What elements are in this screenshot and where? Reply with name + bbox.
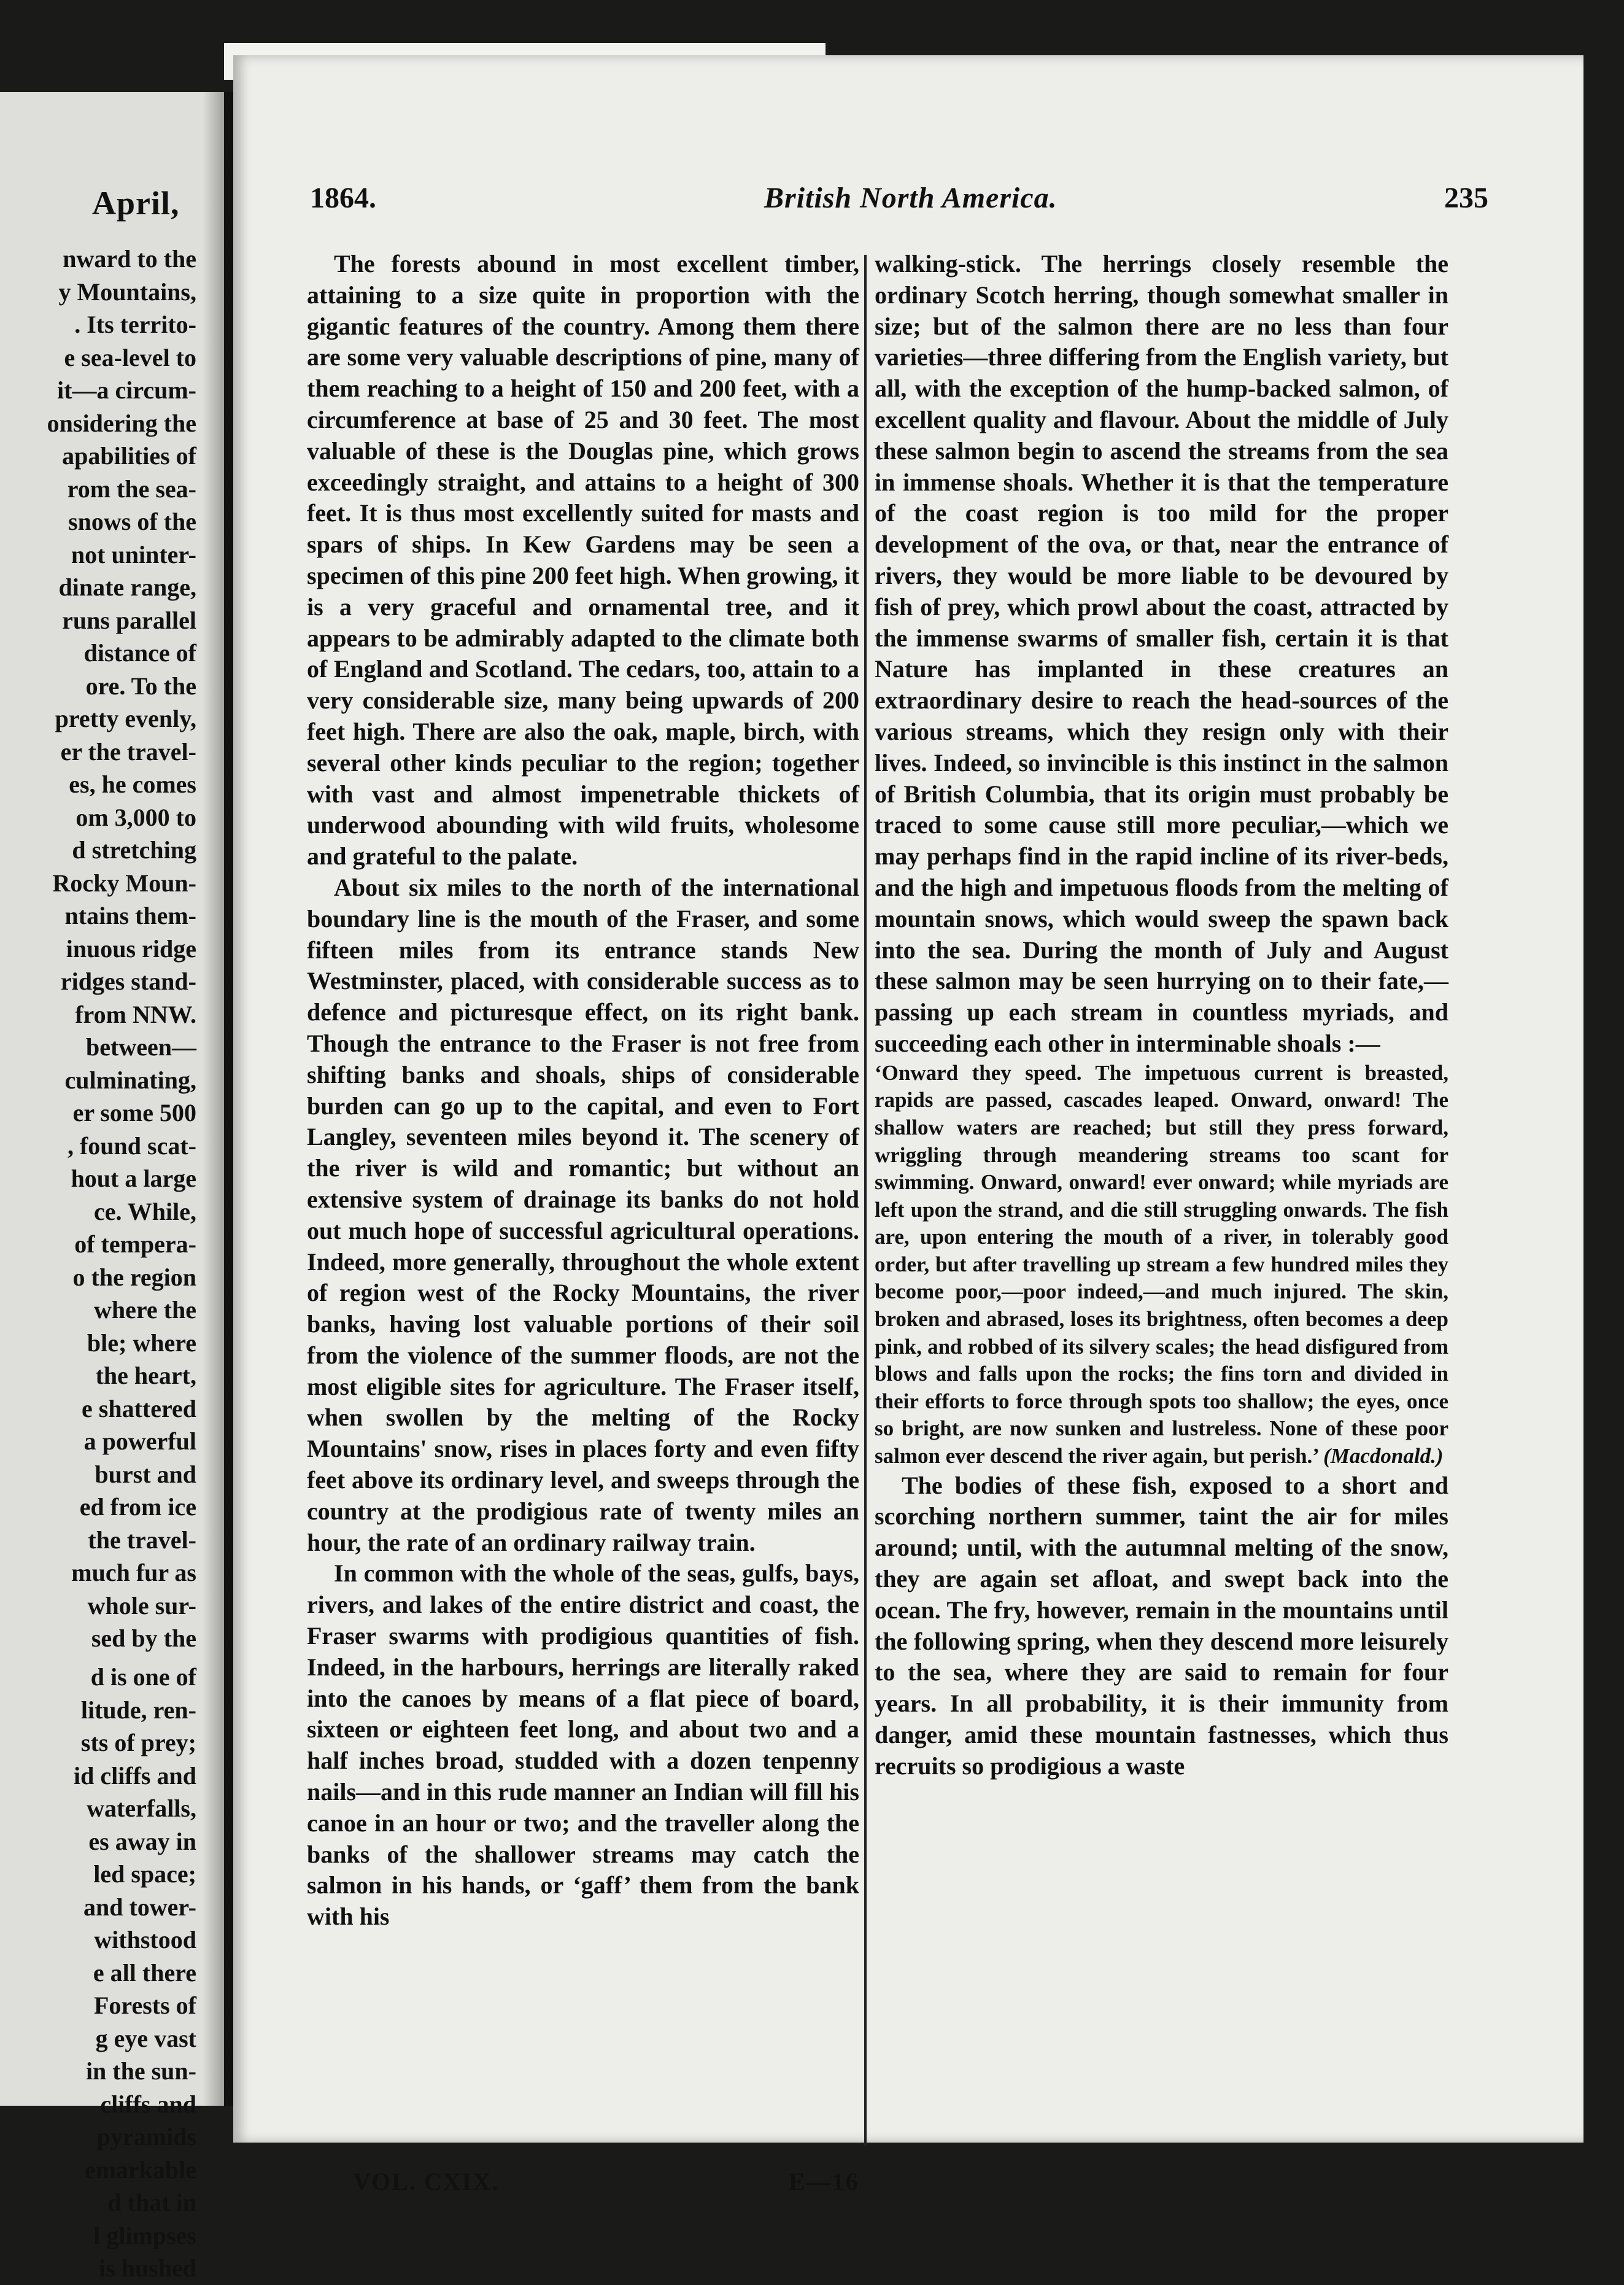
left-page-line: in the sun- (85, 2057, 196, 2085)
left-page-line: ridges stand- (60, 968, 196, 995)
left-page-line: g eye vast (95, 2024, 196, 2052)
paragraph-forests: The forests abound in most excellent timber, attaining to a size quite in proportion with the gigantic features of the country. Among them there are some very valuable descriptions of pine, many of them reaching to a height of 150 and 200 feet, with a circumference at base of 25 and 30 feet. The most valuable of these is the Douglas pine, which grows exceedingly straight, and attains to a height of 300 feet. It is thus most excellently suited for masts and spars of ships. In Kew Gardens may be seen a specimen of this pine 200 feet high. When growing, it is a very graceful and ornamental tree, and it appears to be admirably adapted to the climate both of England and Scotland. The cedars, too, attain to a very considerable size, many being upwards of 200 feet high. There are also the oak, maple, birch, with several other kinds peculiar to the region; together with vast and almost impenetrable thickets of underwood abounding with wild fruits, wholesome and grateful to the palate. (307, 250, 859, 871)
left-page-line: the travel- (88, 1526, 196, 1554)
left-page-line: o the region (72, 1263, 196, 1291)
left-page-line: e all there (93, 1958, 196, 1987)
left-page-line: runs parallel (62, 606, 196, 634)
running-header (310, 181, 1488, 230)
column-divider (864, 255, 867, 2146)
left-page-line: ble; where (87, 1329, 196, 1357)
footer-signature: E—16 (789, 2168, 859, 2195)
left-page-line: inuous ridge (66, 934, 196, 963)
left-page-line: and tower- (83, 1893, 196, 1921)
left-page-line: cliffs and (100, 2090, 196, 2118)
paragraph-bodies: The bodies of these fish, exposed to a short and scorching northern summer, taint the air for miles around; until, with the autumnal melting of the snow, they are again set afloat, and swept back into the ocean. The fry, however, remain in the mountains until the following spring, when they descend more leisurely to the sea, where they are said to remain for four years. In all probability, it is their immunity from danger, amid these mountain fastnesses, which thus recruits so prodigious a waste (875, 1471, 1448, 1780)
left-page-line: e shattered (82, 1394, 196, 1422)
left-page-line: distance of (83, 639, 196, 667)
paragraph-fish: In common with the whole of the seas, gulfs, bays, rivers, and lakes of the entire district and coast, the Fraser swarms with prodigious quantities of fish. Indeed, in the harbours, herrings are literally raked into the canoes by means of a flat piece of board, sixteen or eighteen feet long, and about two and a half inches broad, studded with a dozen tenpenny nails—and in this rude manner an Indian will fill his canoe in an hour or two; and the traveller along the banks of the shallower streams may catch the salmon in his hands, or ‘gaff’ them from the bank with his (307, 1559, 859, 1931)
left-page-line: Rocky Moun- (52, 869, 196, 897)
left-page-line: whole sur- (87, 1591, 196, 1620)
block-quote (875, 1060, 1448, 1470)
left-page-line: a powerful (83, 1427, 196, 1455)
left-page-line: dinate range, (58, 573, 196, 601)
page-number: 235 (1444, 182, 1488, 214)
header-year: 1864. (310, 182, 376, 214)
left-page-line: not uninter- (71, 540, 196, 568)
left-page-line: sed by the (91, 1624, 196, 1652)
left-page-line: ore. To the (85, 672, 196, 700)
left-running-head: April, (92, 185, 180, 222)
left-page-line: y Mountains, (58, 277, 196, 306)
left-page-line: er some 500 (72, 1099, 196, 1127)
column-left (307, 249, 859, 1933)
quote-text: ‘Onward they speed. The impetuous current is breasted, rapids are passed, cascades leaped. Onward, onward! The shallow waters are reached; but still they press forward, wriggling through meandering streams too scant for swimming. Onward, onward! ever onward; while myriads are left upon the strand, and die still struggling onwards. The fish are, upon entering the mouth of a river, in tolerably good order, but after travelling up stream a few hundred miles they become poor,—poor indeed,—and much injured. The skin, broken and abrased, loses its brightness, often becomes a deep pink, and robbed of its silvery scales; the head disfigured from blows and falls upon the rocks; the fins torn and divided in their efforts to force through spots too shallow; the eyes, once so bright, are now sunken and lustreless. None of these poor salmon ever descend the river again, but perish.’ (875, 1060, 1448, 1468)
left-page-line: burst and (95, 1460, 196, 1488)
left-page-line: between— (86, 1033, 196, 1061)
left-page-line: hout a large (71, 1165, 196, 1192)
left-page-line: onsidering the (47, 409, 196, 437)
left-page-line: ed from ice (79, 1493, 196, 1521)
left-page-fragment (0, 92, 224, 2282)
left-page-line: id cliffs and (73, 1761, 196, 1790)
left-page-line: it—a circum- (57, 376, 196, 404)
right-page (233, 55, 1583, 2195)
left-page-line: es, he comes (69, 770, 196, 798)
left-page-line: is hushed (99, 2254, 196, 2282)
left-page-line: . Its territo- (74, 311, 196, 338)
left-page-line: led space; (93, 1860, 196, 1888)
left-page-line: from NNW. (75, 1000, 196, 1028)
paragraph-fraser: About six miles to the north of the international boundary line is the mouth of the Fraser, and some fifteen miles from its entrance stands New Westminster, placed, with considerable success as to defence and picturesque effect, on its right bank. Though the entrance to the Fraser is not free from shifting banks and shoals, ships of considerable burden can go up to the capital, and even to Fort Langley, seventeen miles beyond it. The scenery of the river is wild and romantic; but without an extensive system of drainage its banks do not hold out much hope of successful agricultural operations. Indeed, more generally, throughout the whole extent of region west of the Rocky Mountains, the river banks, having lost valuable portions of their soil from the violence of the summer floods, are not the most eligible sites for agriculture. The Fraser itself, when swollen by the melting of the Rocky Mountains' snow, rises in places forty and even fifty feet above its ordinary level, and sweeps through the country at the prodigious rate of twenty miles an hour, the rate of an ordinary railway train. (307, 873, 859, 1556)
left-page-line: er the travel- (60, 737, 196, 766)
left-page-line: ce. While, (93, 1197, 196, 1225)
left-page-line: om 3,000 to (75, 803, 196, 831)
paragraph-salmon: walking-stick. The herrings closely resemble the ordinary Scotch herring, though somewhat smaller in size; but of the salmon there are no less than four varieties—three differing from the English variety, but all, with the exception of the hump-backed salmon, of excellent quality and flavour. About the middle of July these salmon begin to ascend the streams from the sea in immense shoals. Whether it is that the temperature of the coast region is too mild for the proper development of the ova, or that, near the entrance of rivers, they would be more liable to be devoured by fish of prey, which prowl about the coast, attracted by the immense swarms of smaller fish, certain it is that Nature has implanted in these creatures an extraordinary desire to reach the head-sources of the various streams, which they resign only with their lives. Indeed, so invincible is this instinct in the salmon of British Columbia, that its origin must probably be traced to some cause still more peculiar,—which we may perhaps find in the rapid incline of its river-beds, and the high and impetuous floods from the melting of mountain snows, which would sweep the spawn back into the sea. During the month of July and August these salmon may be seen hurrying on to their fate,—passing up each stream in countless myriads, and succeeding each other in interminable shoals :— (875, 250, 1448, 1057)
left-page-line: sts of prey; (80, 1729, 196, 1756)
left-page-line: withstood (94, 1926, 196, 1953)
left-page-line: litude, ren- (80, 1696, 196, 1724)
left-page-text-bottom (0, 1661, 196, 2285)
column-right (875, 249, 1448, 1782)
left-page-line: where the (94, 1296, 196, 1324)
left-page-line: es away in (88, 1827, 196, 1855)
header-title: British North America. (764, 182, 1058, 214)
left-page-line: rom the sea- (67, 475, 196, 503)
left-page-line: nward to the (63, 245, 196, 273)
left-page-line: pretty evenly, (55, 705, 196, 732)
left-page-line: ntains them- (64, 902, 196, 929)
left-page-line: snows of the (68, 508, 196, 535)
left-page-line: pyramids (96, 2123, 196, 2151)
left-page-line: l glimpses (93, 2221, 196, 2249)
left-page-line: culminating, (64, 1066, 196, 1094)
footer-volume: VOL. CXIX. (353, 2168, 500, 2195)
left-page-line: emarkable (84, 2155, 196, 2184)
left-page-line: the heart, (95, 1362, 196, 1389)
left-page-line: waterfalls, (87, 1794, 196, 1822)
left-page-line: d that in (107, 2189, 196, 2216)
left-page-line: d is one of (90, 1663, 196, 1691)
left-page-text-top (0, 242, 196, 1655)
left-page-line: d stretching (72, 836, 196, 864)
left-page-line: of tempera- (74, 1230, 196, 1258)
left-page-line: Forests of (94, 1992, 196, 2019)
left-page-line: e sea-level to (64, 343, 196, 371)
left-page-line: , found scat- (67, 1131, 196, 1160)
quote-attribution: (Macdonald.) (1323, 1444, 1444, 1468)
left-page-line: much fur as (71, 1559, 196, 1586)
left-page-line: apabilities of (62, 442, 196, 470)
